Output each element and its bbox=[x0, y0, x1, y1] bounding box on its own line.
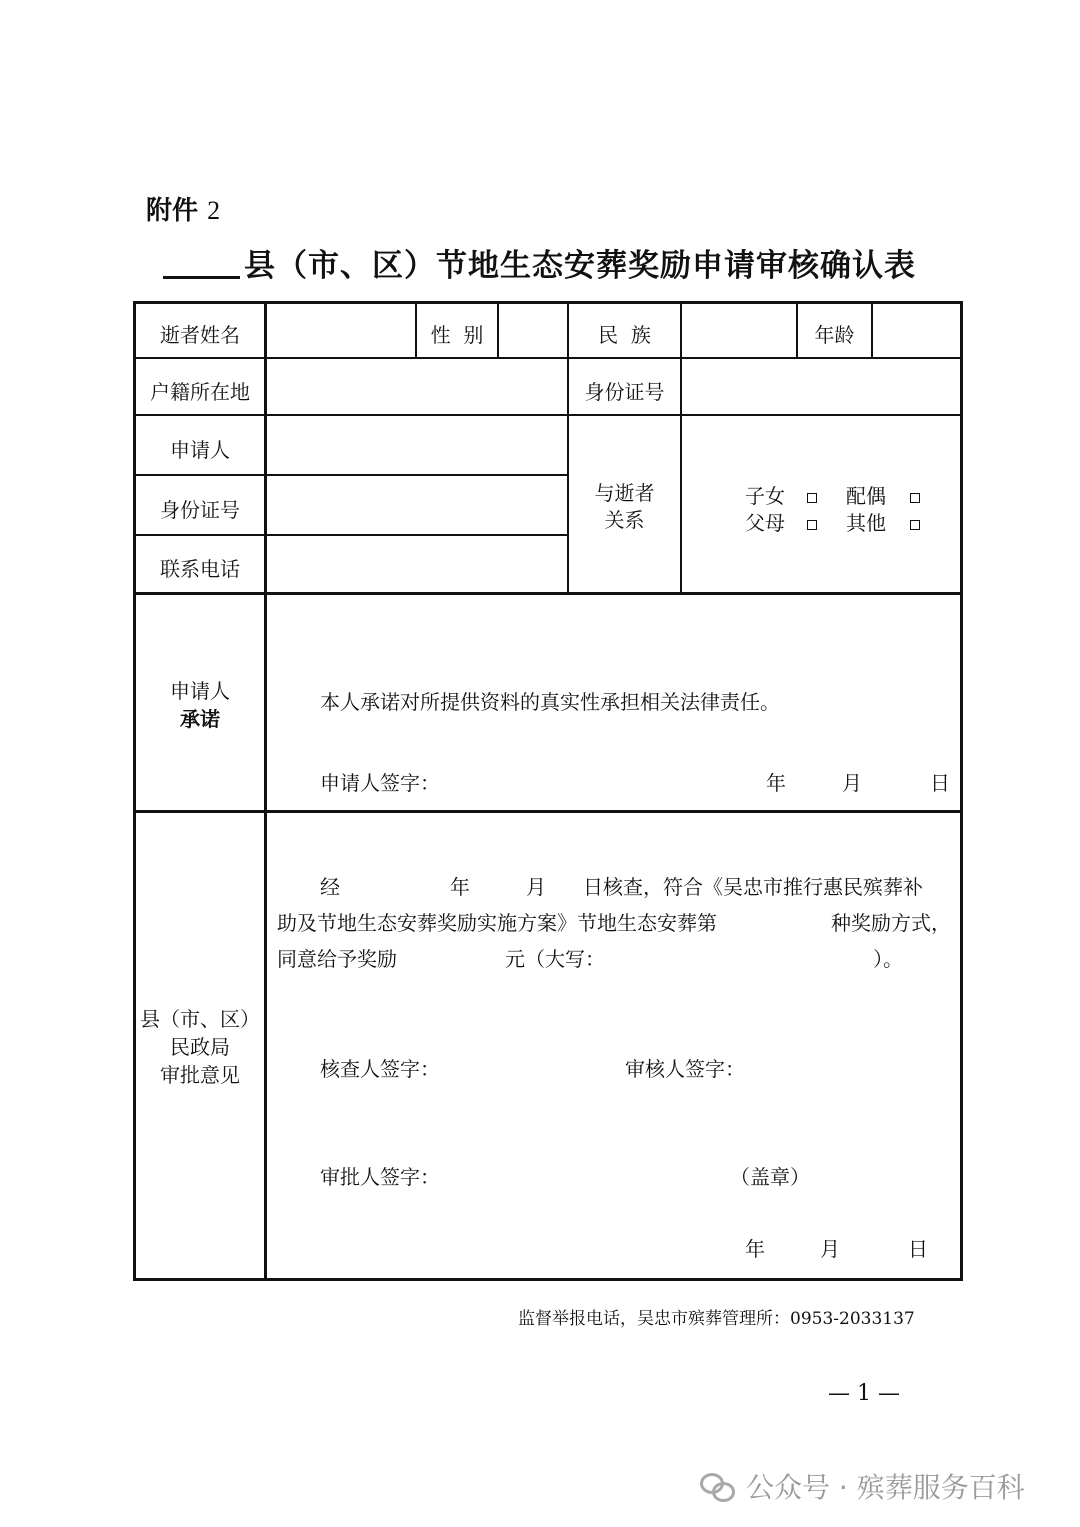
applicant-id-field[interactable] bbox=[267, 476, 567, 534]
page-number: — 1 — bbox=[828, 1381, 900, 1406]
approval-date-month: 月 bbox=[820, 1237, 840, 1261]
relation-label bbox=[569, 480, 680, 534]
approval-text-3b: 元（大写： bbox=[505, 947, 605, 971]
approval-text-2b: 种奖励方式， bbox=[831, 911, 951, 935]
phone-label: 联系电话 bbox=[160, 557, 240, 581]
checkbox-icon[interactable] bbox=[910, 493, 920, 503]
age-field[interactable] bbox=[873, 304, 960, 357]
household-field[interactable] bbox=[267, 359, 567, 414]
applicant-date-month: 月 bbox=[842, 771, 862, 795]
watermark bbox=[700, 1466, 1025, 1506]
applicant-signature-label: 申请人签字： bbox=[320, 771, 440, 795]
relation-option-child[interactable] bbox=[745, 480, 817, 509]
deceased-name-label: 逝者姓名 bbox=[160, 323, 240, 347]
relation-option-label: 其他 bbox=[846, 511, 886, 535]
relation-label-line1: 与逝者 bbox=[594, 481, 655, 505]
table-border-right bbox=[960, 301, 963, 1281]
approval-text-1b: 年 bbox=[450, 875, 470, 899]
approval-label-line2: 民政局 bbox=[170, 1035, 230, 1059]
promise-label bbox=[136, 677, 264, 733]
title-blank-line bbox=[163, 276, 240, 279]
checker-signature-label: 核查人签字： bbox=[320, 1057, 440, 1081]
approval-text-3a: 同意给予奖励 bbox=[277, 947, 397, 971]
applicant-label: 申请人 bbox=[170, 438, 230, 462]
promise-label-line2: 承诺 bbox=[180, 707, 220, 731]
applicant-id-label: 身份证号 bbox=[160, 498, 240, 522]
row-divider bbox=[133, 592, 963, 595]
checkbox-icon[interactable] bbox=[807, 520, 817, 530]
approval-text-3c: ）。 bbox=[873, 947, 903, 971]
row-divider bbox=[133, 810, 963, 813]
phone-field[interactable] bbox=[267, 536, 567, 592]
applicant-field[interactable] bbox=[267, 416, 567, 474]
ethnicity-field[interactable] bbox=[682, 304, 796, 357]
promise-label-line1: 申请人 bbox=[170, 679, 230, 703]
report-phone-line: 监督举报电话，吴忠市殡葬管理所：0953-2033137 bbox=[518, 1309, 915, 1329]
approval-date-day: 日 bbox=[908, 1237, 928, 1261]
deceased-id-label: 身份证号 bbox=[584, 380, 665, 404]
approval-text-1d: 日核查，符合《吴忠市推行惠民殡葬补 bbox=[583, 875, 923, 899]
approval-label bbox=[136, 1005, 264, 1089]
approval-label-line1: 县（市、区） bbox=[140, 1007, 260, 1031]
gender-field[interactable] bbox=[499, 304, 567, 357]
deceased-id-field[interactable] bbox=[682, 359, 960, 414]
relation-option-spouse[interactable] bbox=[846, 480, 920, 509]
approval-text-1c: 月 bbox=[526, 875, 546, 899]
relation-option-label: 父母 bbox=[745, 511, 785, 535]
relation-option-parent[interactable] bbox=[745, 507, 817, 536]
table-border-bottom bbox=[133, 1278, 963, 1281]
relation-option-label: 配偶 bbox=[846, 484, 886, 508]
approval-text-1a: 经 bbox=[320, 875, 340, 899]
deceased-name-field[interactable] bbox=[267, 304, 415, 357]
checkbox-icon[interactable] bbox=[807, 493, 817, 503]
approval-date-year: 年 bbox=[745, 1237, 765, 1261]
age-label: 年龄 bbox=[814, 323, 855, 347]
applicant-date-day: 日 bbox=[930, 771, 950, 795]
approval-label-line3: 审批意见 bbox=[160, 1063, 240, 1087]
ethnicity-label: 民 族 bbox=[598, 323, 651, 347]
promise-text: 本人承诺对所提供资料的真实性承担相关法律责任。 bbox=[320, 690, 780, 714]
gender-label: 性 别 bbox=[430, 323, 484, 347]
relation-option-other[interactable] bbox=[846, 507, 920, 536]
approver-signature-label: 审批人签字： bbox=[320, 1165, 440, 1189]
attachment-label bbox=[146, 190, 220, 227]
seal-label: （盖章） bbox=[730, 1165, 810, 1189]
approval-text-2a: 助及节地生态安葬奖励实施方案》节地生态安葬第 bbox=[277, 911, 717, 935]
attachment-number: 2 bbox=[207, 196, 221, 225]
reviewer-signature-label: 审核人签字： bbox=[625, 1057, 745, 1081]
relation-option-label: 子女 bbox=[745, 484, 785, 508]
watermark-text: 公众号 · 殡葬服务百科 bbox=[746, 1471, 1025, 1504]
applicant-date-year: 年 bbox=[766, 771, 786, 795]
relation-label-line2: 关系 bbox=[604, 508, 645, 532]
wechat-icon bbox=[700, 1471, 736, 1501]
household-label: 户籍所在地 bbox=[150, 380, 250, 404]
checkbox-icon[interactable] bbox=[910, 520, 920, 530]
form-title: 县（市、区）节地生态安葬奖励申请审核确认表 bbox=[244, 248, 916, 284]
attachment-prefix: 附件 bbox=[146, 196, 199, 226]
